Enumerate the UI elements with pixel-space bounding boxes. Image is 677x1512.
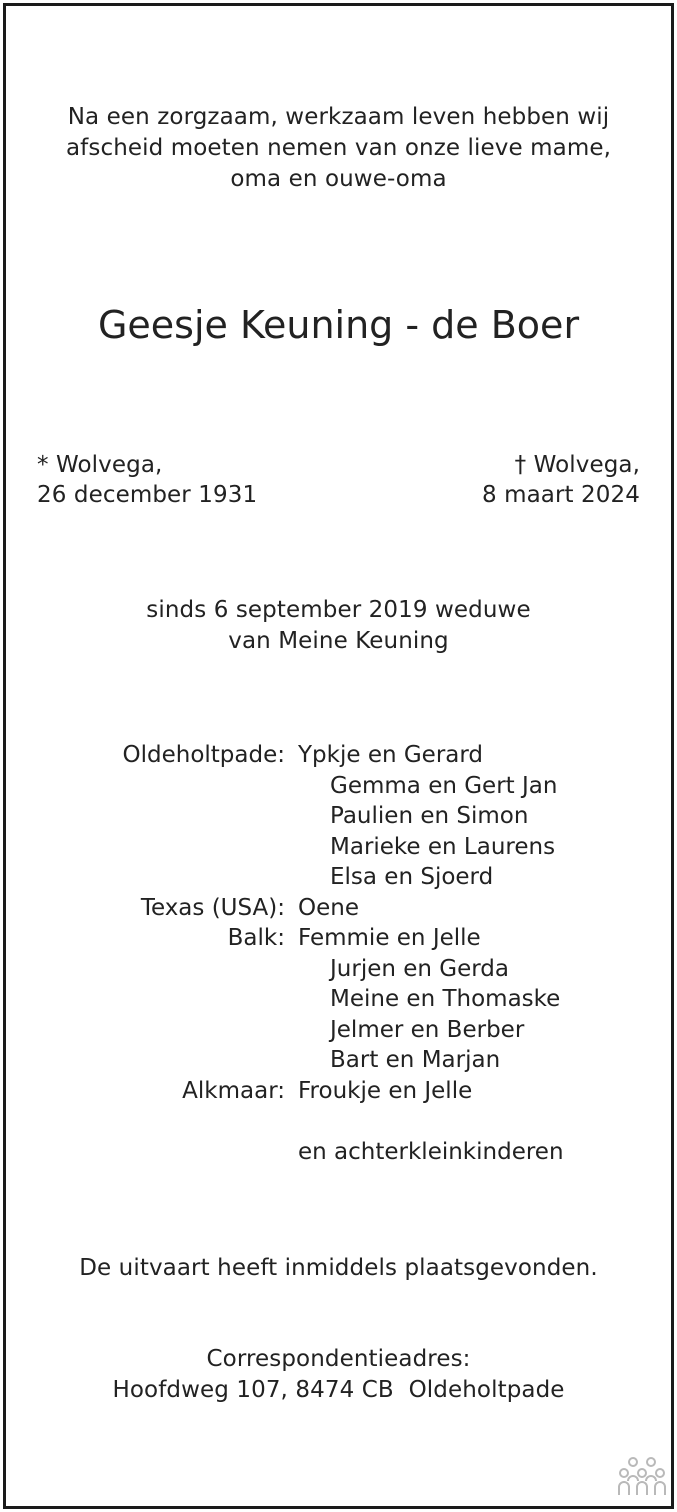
- birth-date: 26 december 1931: [37, 482, 258, 508]
- family-child: Oene: [298, 895, 359, 921]
- family-child: Femmie en Jelle: [298, 925, 481, 951]
- death-place: † Wolvega,: [514, 452, 640, 478]
- widow-line-1: sinds 6 september 2019 weduwe: [146, 597, 531, 623]
- family-place: Balk:: [227, 925, 285, 951]
- death-date: 8 maart 2024: [481, 482, 640, 508]
- family-grandchild: Marieke en Laurens: [330, 834, 556, 860]
- widow-line-2: van Meine Keuning: [228, 628, 449, 654]
- intro-line-2: afscheid moeten nemen van onze lieve mame,: [65, 135, 612, 161]
- great-grandchildren: en achterkleinkinderen: [298, 1139, 564, 1165]
- funeral-note: De uitvaart heeft inmiddels plaatsgevonden.: [79, 1255, 598, 1281]
- family-grandchild: Meine en Thomaske: [330, 986, 561, 1012]
- family-child: Ypkje en Gerard: [298, 742, 484, 768]
- family-grandchild: Paulien en Simon: [330, 803, 529, 829]
- family-grandchild: Gemma en Gert Jan: [330, 773, 558, 799]
- deceased-name: Geesje Keuning - de Boer: [97, 303, 580, 347]
- correspondence-address: Hoofdweg 107, 8474 CB Oldeholtpade: [112, 1377, 565, 1403]
- family-grandchild: Jelmer en Berber: [330, 1017, 525, 1043]
- correspondence-label: Correspondentieadres:: [206, 1346, 471, 1372]
- family-place: Alkmaar:: [182, 1078, 285, 1104]
- birth-place: * Wolvega,: [37, 452, 163, 478]
- family-grandchild: Elsa en Sjoerd: [330, 864, 494, 890]
- people-group-icon: [618, 1455, 666, 1497]
- family-place: Oldeholtpade:: [122, 742, 285, 768]
- family-child: Froukje en Jelle: [298, 1078, 473, 1104]
- family-grandchild: Bart en Marjan: [330, 1047, 501, 1073]
- intro-line-1: Na een zorgzaam, werkzaam leven hebben wij: [67, 104, 610, 130]
- intro-line-3: oma en ouwe-oma: [230, 166, 447, 192]
- family-place: Texas (USA):: [140, 895, 285, 921]
- family-grandchild: Jurjen en Gerda: [330, 956, 510, 982]
